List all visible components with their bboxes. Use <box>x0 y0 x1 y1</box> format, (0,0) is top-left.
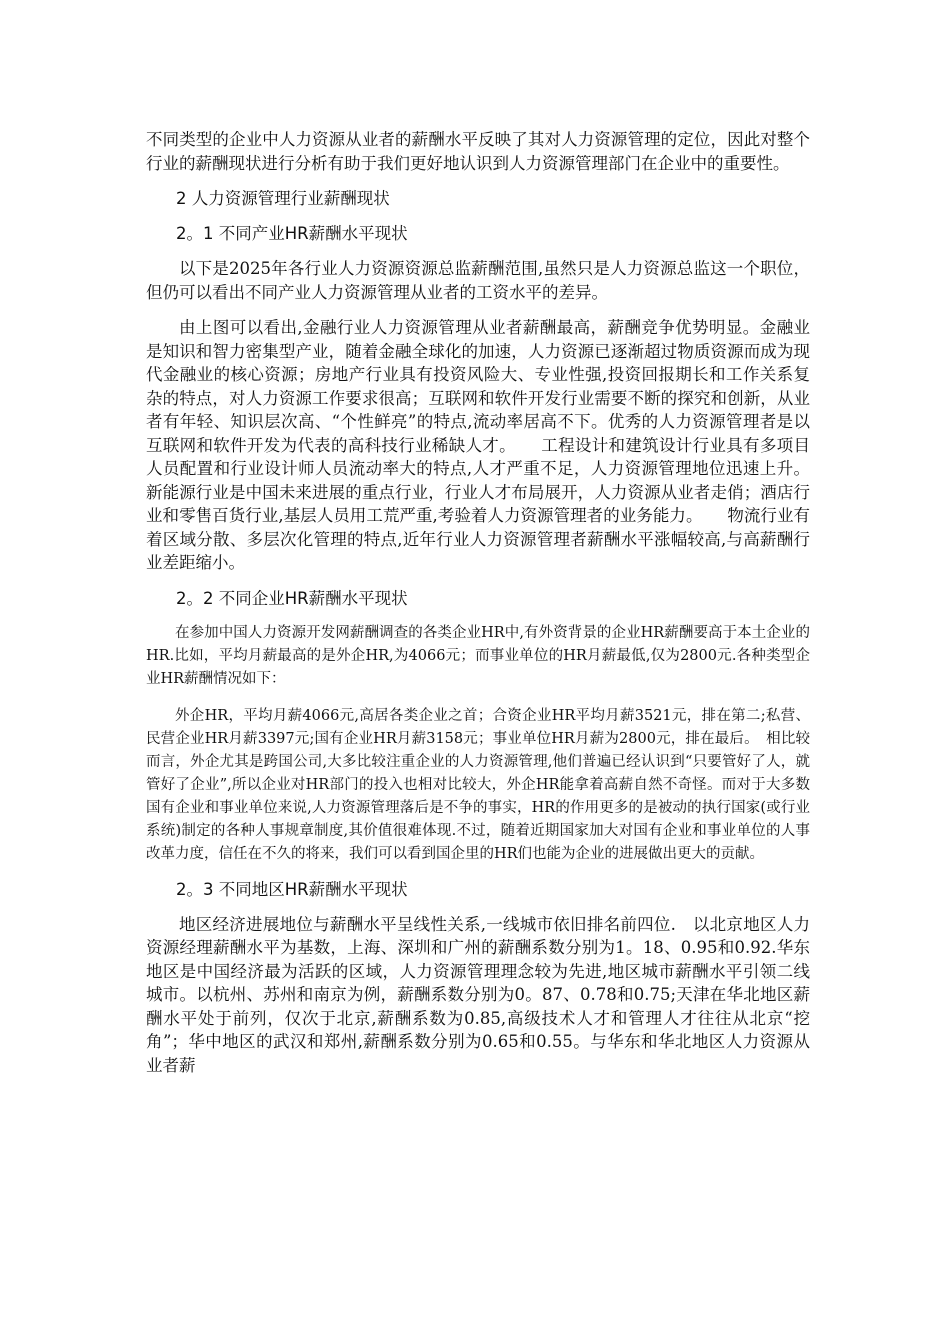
paragraph-enterprise-comparison: 外企HR，平均月薪4066元,高居各类企业之首；合资企业HR平均月薪3521元，排在第二;私营、民营企业HR月薪3397元;国有企业HR月薪3158元；事业单位HR月薪为2800元，排在最后。 相比较而言，外企尤其是跨国公司,大多比较注重企业的人力资源管理,他们普遍已经认识到“只要管好了人，就管好了企业”,所以企业对HR部门的投入也相对比较大，外企HR能拿着高薪自然不奇怪。而对于大多数国有企业和事业单位来说,人力资源管理落后是不争的事实，HR的作用更多的是被动的执行国家(或行业系统)制定的各种人事规章制度,其价值很难体现.不过，随着近期国家加大对国有企业和事业单位的人事改革力度，信任在不久的将来，我们可以看到国企里的HR们也能为企业的进展做出更大的贡献。 <box>146 707 810 862</box>
subsection-heading-2-1: 2。1 不同产业HR薪酬水平现状 <box>176 224 408 243</box>
paragraph-region-analysis: 地区经济进展地位与薪酬水平呈线性关系,一线城市依旧排名前四位. 以北京地区人力资源经理薪酬水平为基数，上海、深圳和广州的薪酬系数分别为1。18、0.95和0.92.华东地区是中国经济最为活跃的区域，人力资源管理理念较为先进,地区城市薪酬水平引领二线城市。以杭州、苏州和南京为例，薪酬系数分别为0。87、0.78和0.75;天津在华北地区薪酬水平处于前列，仅次于北京,薪酬系数为0.85,高级技术人才和管理人才往往从北京“挖角”；华中地区的武汉和郑州,薪酬系数分别为0.65和0.55。与华东和华北地区人力资源从业者薪 <box>146 914 810 1075</box>
section-heading-2: 2 人力资源管理行业薪酬现状 <box>176 189 390 208</box>
paragraph-enterprise-survey: 在参加中国人力资源开发网薪酬调查的各类企业HR中,有外资背景的企业HR薪酬要高于本土企业的HR.比如，平均月薪最高的是外企HR,为4066元；而事业单位的HR月薪最低,仅为2800元.各种类型企业HR薪酬情况如下： <box>146 624 810 687</box>
subsection-heading-2-2: 2。2 不同企业HR薪酬水平现状 <box>176 588 408 608</box>
paragraph-industry-analysis: 由上图可以看出,金融行业人力资源管理从业者薪酬最高，薪酬竞争优势明显。金融业是知识和智力密集型产业，随着金融全球化的加速，人力资源已逐渐超过物质资源而成为现代金融业的核心资源；房地产行业具有投资风险大、专业性强,投资回报期长和工作关系复杂的特点，对人力资源工作要求很高；互联网和软件开发行业需要不断的探究和创新，从业者有年轻、知识层次高、“个性鲜亮”的特点,流动率居高不下。优秀的人力资源管理者是以互联网和软件开发为代表的高科技行业稀缺人才。 工程设计和建筑设计行业具有多项目人员配置和行业设计师人员流动率大的特点,人才严重不足，人力资源管理地位迅速上升。新能源行业是中国未来进展的重点行业，行业人才布局展开，人力资源从业者走俏；酒店行业和零售百货行业,基层人员用工荒严重,考验着人力资源管理者的业务能力。 物流行业有着区域分散、多层次化管理的特点,近年行业人力资源管理者薪酬水平涨幅较高,与高薪酬行业差距缩小。 <box>146 318 810 572</box>
subsection-heading-2-3: 2。3 不同地区HR薪酬水平现状 <box>176 879 408 899</box>
paragraph-industry-range: 以下是2025年各行业人力资源资源总监薪酬范围,虽然只是人力资源总监这一个职位，但仍可以看出不同产业人力资源管理从业者的工资水平的差异。 <box>146 259 810 302</box>
intro-paragraph: 不同类型的企业中人力资源从业者的薪酬水平反映了其对人力资源管理的定位，因此对整个行业的薪酬现状进行分析有助于我们更好地认识到人力资源管理部门在企业中的重要性。 <box>146 130 810 173</box>
document-page <box>146 128 810 1077</box>
